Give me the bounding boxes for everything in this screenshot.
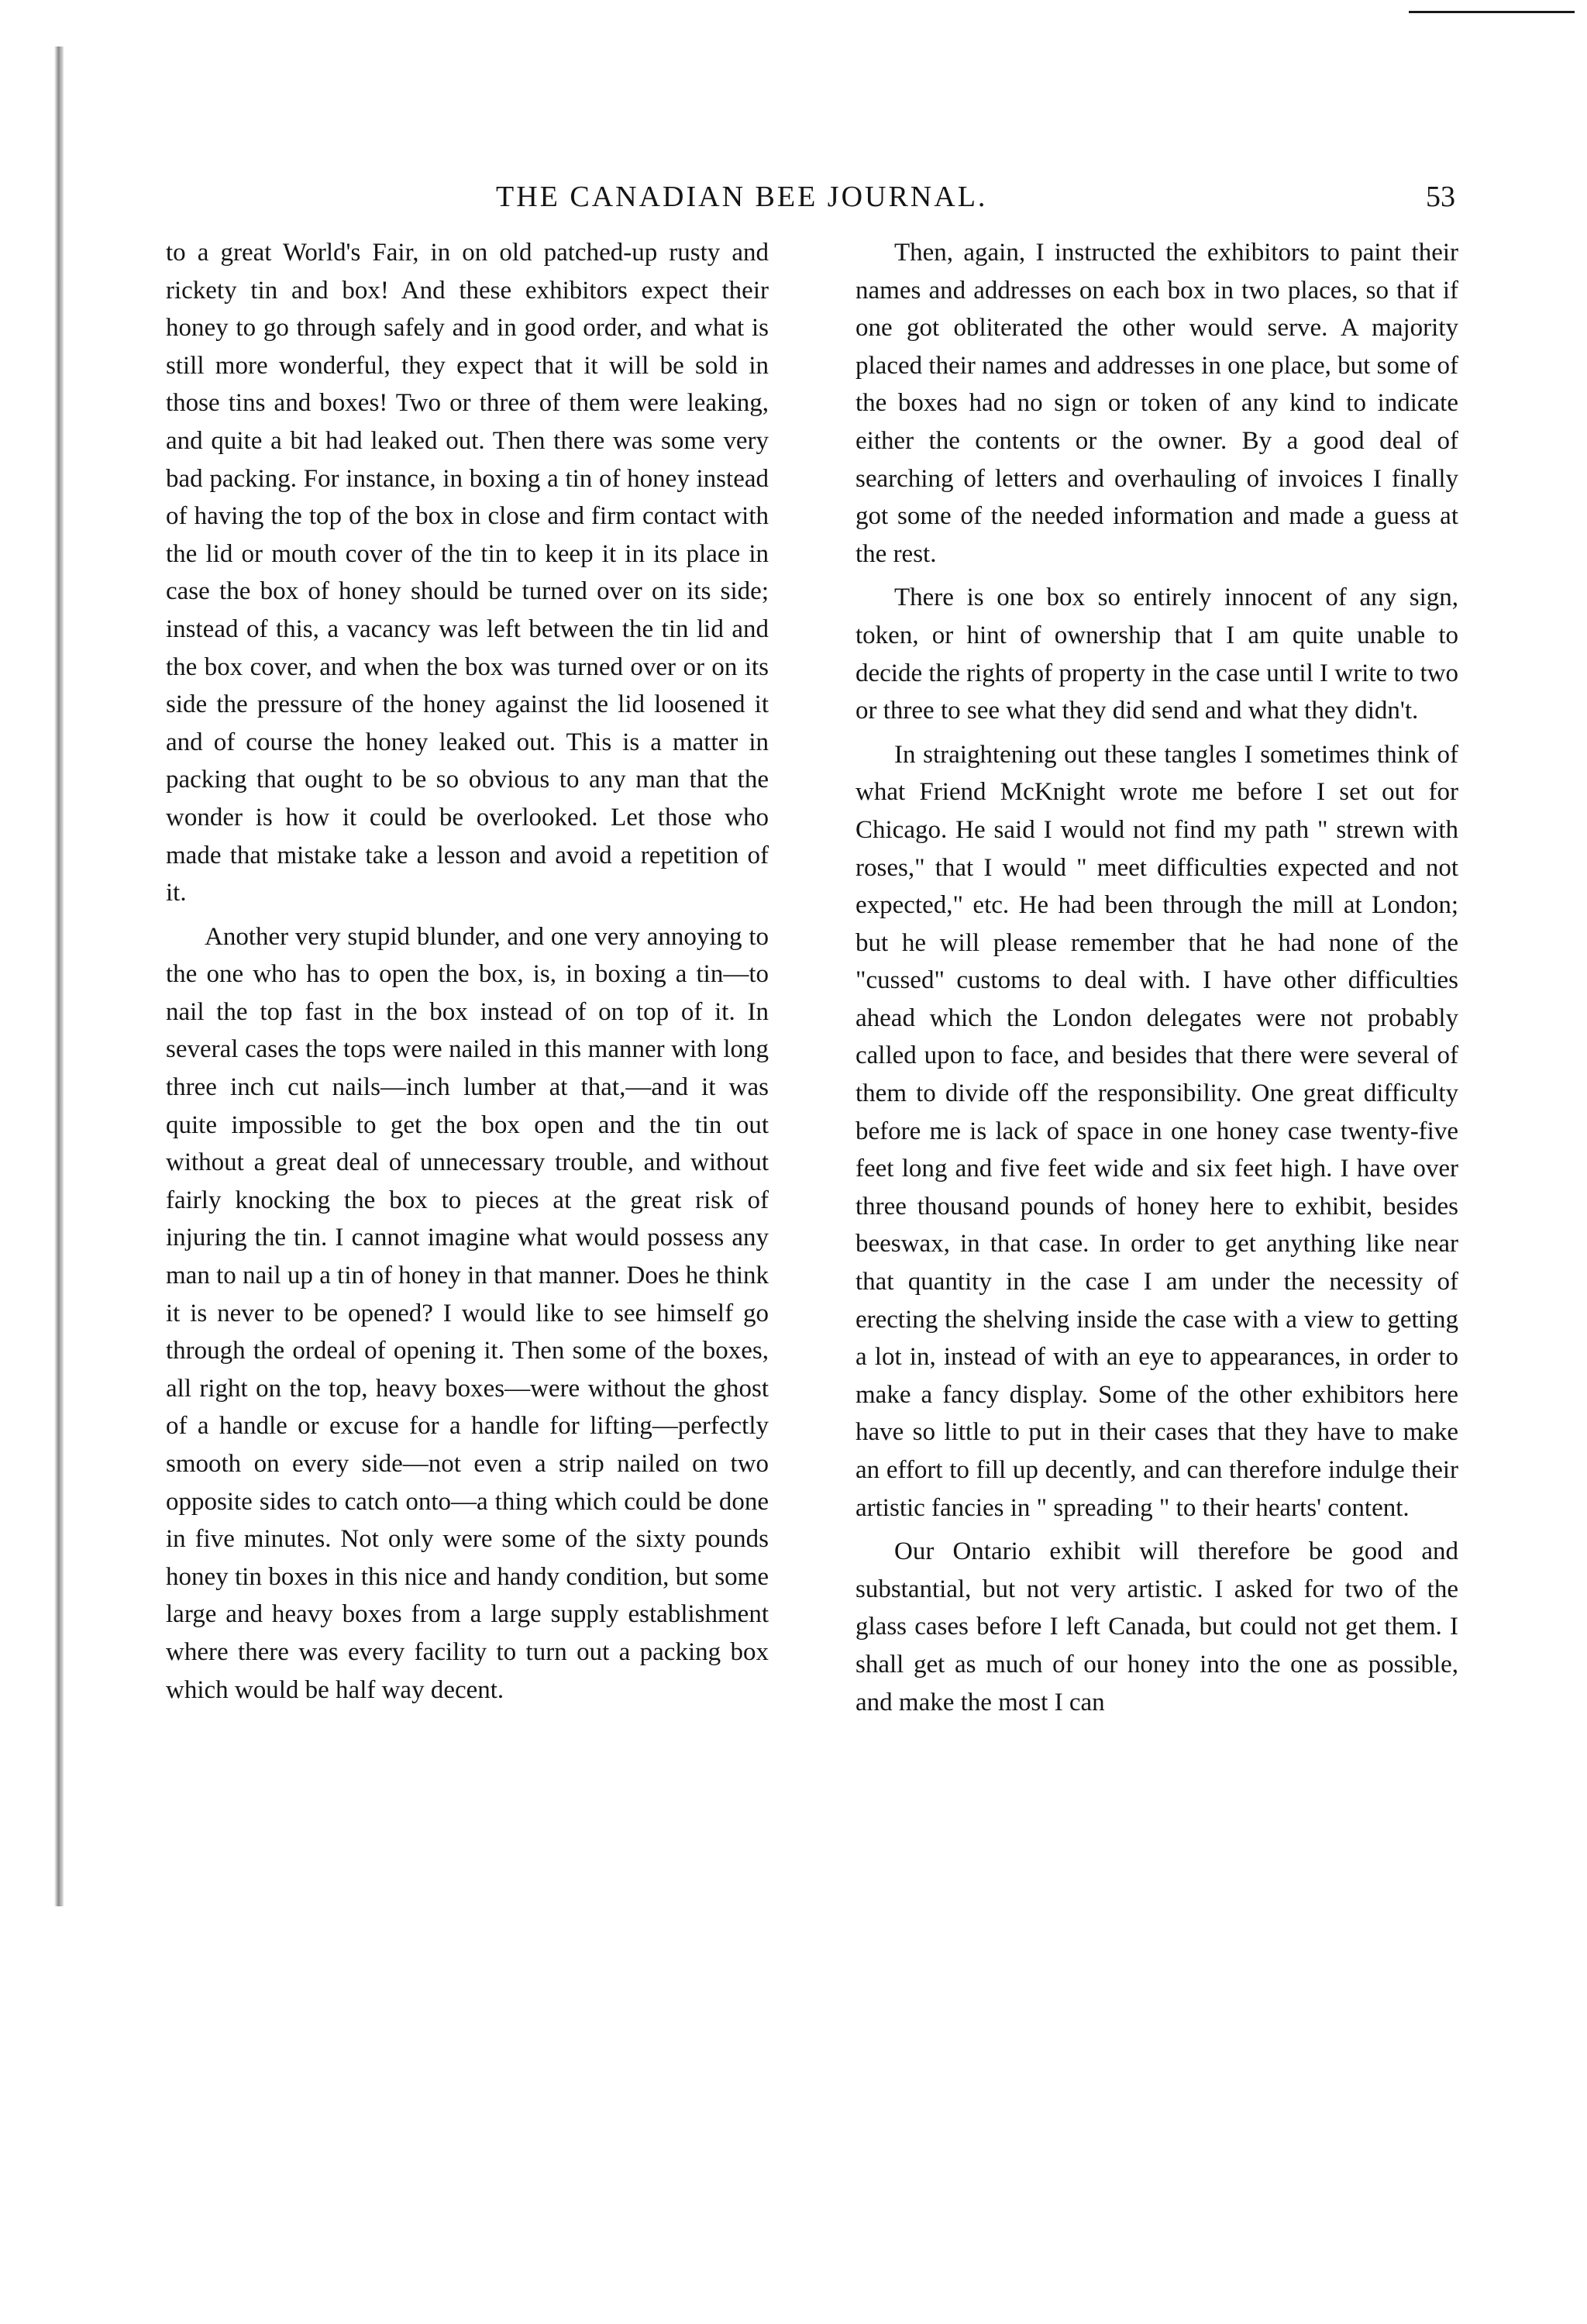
paragraph: Our Ontario exhibit will therefore be good and substantial, but not very artistic. I asked for two of the glass cases before I left Canada, but could not get them. I shall get as much of our honey into the one as possible, and make the most I can (855, 1537, 1458, 1716)
page-number: 53 (1426, 181, 1455, 213)
paragraph: In straightening out these tangles I sometimes think of what Friend McKnight wrote me before I set out for Chicago. He said I would not find my path " strewn with roses," that I would " meet difficulties expected and not expected," etc. He had been through the mill at London; but he will please remember that he had none of the "cussed" customs to deal with. I have other difficulties ahead which the London delegates were not probably called upon to face, and besides that there were several of them to divide off the responsibility. One great difficulty before me is lack of space in one honey case twenty-five feet long and five feet wide and six feet high. I have over three thousand pounds of honey here to exhibit, besides beeswax, in that case. In order to get anything like near that quantity in the case I am under the necessity of erecting the shelving inside the case with a view to getting a lot in, instead of with an eye to appearances, in order to make a fancy display. Some of the other exhibitors here have so little to put in their cases that they have to make an effort to fill up decently, and can therefore indulge their artistic fancies in " spreading " to their hearts' content. (855, 740, 1458, 1522)
paragraph: to a great World's Fair, in on old patched-up rusty and rickety tin and box! And these exhibitors expect their honey to go through safely and in good order, and what is still more wonderful, they expect that it will be sold in those tins and boxes! Two or three of them were leaking, and quite a bit had leaked out. Then there was some very bad packing. For instance, in boxing a tin of honey instead of having the top of the box in close and firm contact with the lid or mouth cover of the tin to keep it in its place in case the box of honey should be turned over on its side; instead of this, a vacancy was left between the tin lid and the box cover, and when the box was turned over or on its side the pressure of the honey against the lid loosened it and of course the honey leaked out. This is a matter in packing that ought to be so obvious to any man that the wonder is how it could be overlooked. Let those who made that mistake take a lesson and avoid a repetition of it. (166, 239, 769, 907)
corner-rule (1409, 11, 1575, 13)
running-title: THE CANADIAN BEE JOURNAL. (496, 181, 988, 213)
right-column (855, 234, 1458, 1721)
left-column (166, 234, 769, 1709)
paragraph: Another very stupid blunder, and one very annoying to the one who has to open the box, is, in boxing a tin—to nail the top fast in the box instead of on top of it. In several cases the tops were nailed in this manner with long three inch cut nails—inch lumber at that,—and it was quite impossible to get the box open and the tin out without a great deal of unnecessary trouble, and without fairly knocking the box to pieces at the great risk of injuring the tin. I cannot imagine what would possess any man to nail up a tin of honey in that manner. Does he think it is never to be opened? I would like to see himself go through the ordeal of opening it. Then some of the boxes, all right on the top, heavy boxes—were without the ghost of a handle or excuse for a handle for lifting—perfectly smooth on every side—not even a strip nailed on two opposite sides to catch onto—a thing which could be done in five minutes. Not only were some of the sixty pounds honey tin boxes in this nice and handy condition, but some large and heavy boxes from a large supply establishment where there was every facility to turn out a packing box which would be half way decent. (166, 922, 769, 1704)
binding-edge-shadow (54, 46, 64, 1906)
paragraph: There is one box so entirely innocent of any sign, token, or hint of ownership that I am quite unable to decide the rights of property in the case until I write to two or three to see what they did send and what they didn't. (855, 584, 1458, 725)
paragraph: Then, again, I instructed the exhibitors to paint their names and addresses on each box in two places, so that if one got obliterated the other would serve. A majority placed their names and addresses in one place, but some of the boxes had no sign or token of any kind to indicate either the contents or the owner. By a good deal of searching of letters and overhauling of invoices I finally got some of the needed information and made a guess at the rest. (855, 239, 1458, 568)
